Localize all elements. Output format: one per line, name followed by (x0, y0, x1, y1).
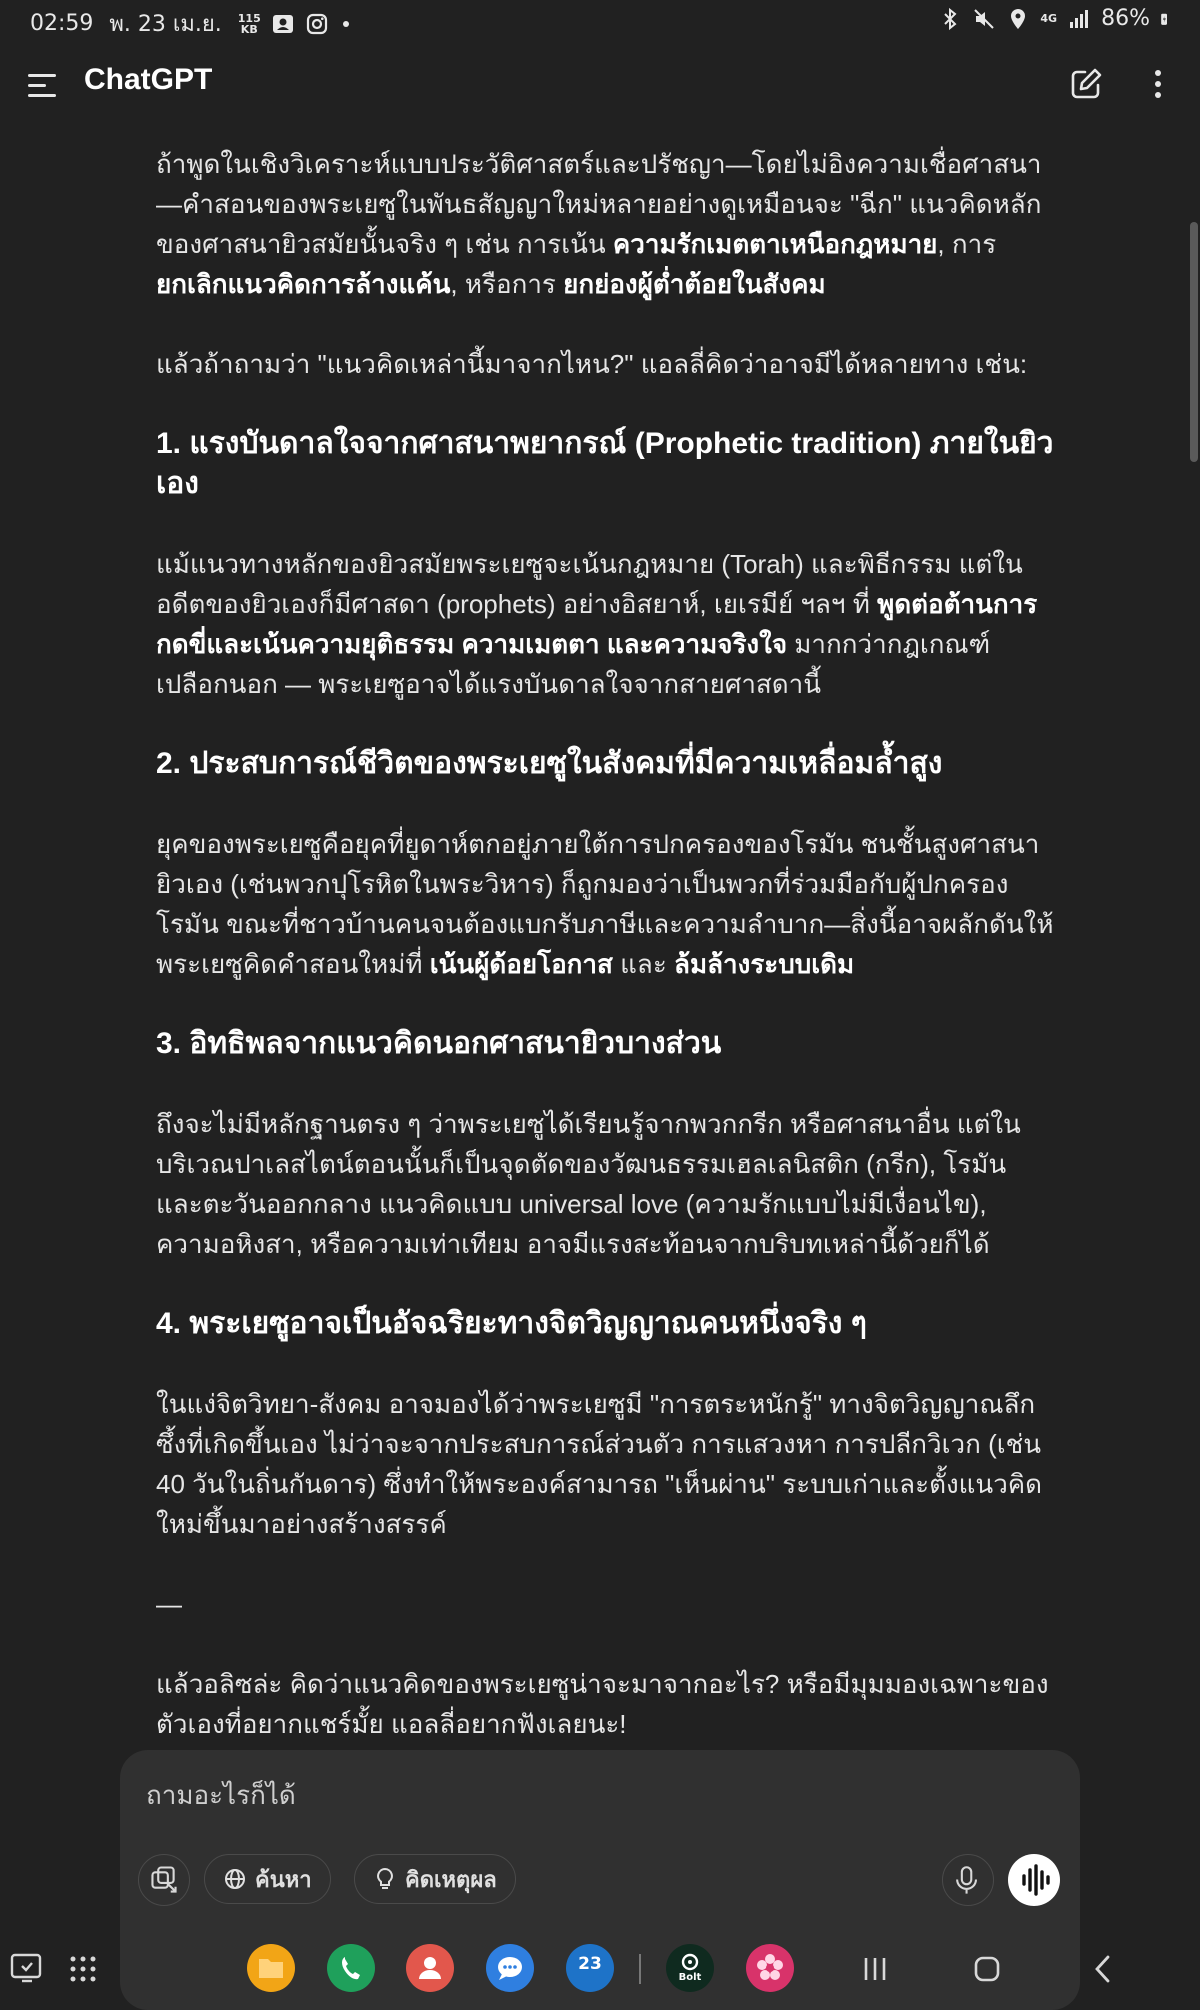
my-files-app-icon[interactable] (247, 1944, 295, 1992)
section-heading: 1. แรงบันดาลใจจากศาสนาพยากรณ์ (Prophetic tradition) ภายในยิวเอง (156, 427, 1054, 500)
voice-waveform-icon (1008, 1854, 1060, 1906)
search-tool-label: ค้นหา (255, 1867, 312, 1893)
section-heading: 3. อิทธิพลจากแนวคิดนอกศาสนายิวบางส่วน (156, 1027, 722, 1060)
app-title: ChatGPT (84, 63, 213, 96)
clock: 02:59 (30, 11, 94, 36)
section-heading: 2. ประสบการณ์ชีวิตของพระเยซูในสังคมที่มีความเหลื่อมล้ำสูง (156, 747, 943, 780)
scrollbar[interactable] (1190, 222, 1198, 462)
phone-icon (327, 1944, 375, 1992)
reason-tool-button[interactable] (354, 1854, 516, 1904)
closing-paragraph: แล้วอลิซล่ะ คิดว่าแนวคิดของพระเยซูน่าจะมาจากอะไร? หรือมีมุมมองเฉพาะของตัวเองที่อยากแชร์มั้ย แอลลี่อยากฟังเลยนะ! (156, 1669, 1049, 1739)
attach-button[interactable] (138, 1854, 190, 1906)
back-nav-icon[interactable] (1090, 1954, 1116, 1984)
bolt-logo-icon (666, 1944, 714, 1992)
microphone-icon (943, 1855, 992, 1904)
folder-icon (247, 1944, 295, 1992)
search-tool-button[interactable] (204, 1854, 331, 1904)
taskbar (0, 1940, 1200, 2000)
app-drawer-icon[interactable] (68, 1954, 98, 1984)
status-bar (0, 0, 1200, 40)
reason-tool-label: คิดเหตุผล (405, 1867, 497, 1893)
dock-divider (639, 1954, 641, 1984)
person-icon (406, 1944, 454, 1992)
globe-icon (223, 1867, 247, 1891)
network-type: 4G (1040, 12, 1058, 25)
battery-charging-icon (1160, 7, 1174, 31)
section-paragraph: ยุคของพระเยซูคือยุคที่ยูดาห์ตกอยู่ภายใต้การปกครองของโรมัน ชนชั้นสูงศาสนายิวเอง (เช่นพวกปุโรหิตในพระวิหาร) ก็ถูกมองว่าเป็นพวกที่ร่วมมือกับผู้ปกครองโรมัน ขณะที่ชาวบ้านคนจนต้องแบกรับภาษีและความลำบาก—สิ่งนี้อาจผลักดันให้พระเยซูคิดคำสอนใหม่ที่ เน้นผู้ด้อยโอกาส และ ล้มล้างระบบเดิม (156, 829, 1054, 979)
bolt-label: Bolt (678, 1972, 702, 1983)
section-paragraph: ในแง่จิตวิทยา-สังคม อาจมองได้ว่าพระเยซูมี "การตระหนักรู้" ทางจิตวิญญาณลึกซึ้งที่เกิดขึ้นเอง ไม่ว่าจะจากประสบการณ์ส่วนตัว การแสวงหา การปลีกวิเวก (เช่น 40 วันในถิ่นกันดาร) ซึ่งทำให้พระองค์สามารถ "เห็นผ่าน" ระบบเก่าและตั้งแนวคิดใหม่ขึ้นมาอย่างสร้างสรรค์ (156, 1389, 1043, 1539)
more-notifications-dot-icon (343, 21, 349, 27)
attach-icon (139, 1855, 189, 1905)
dictate-button[interactable] (942, 1854, 994, 1906)
mute-icon (972, 7, 996, 31)
more-options-icon[interactable] (1148, 66, 1168, 102)
contact-card-icon (271, 12, 295, 36)
calendar-app-icon[interactable] (566, 1944, 614, 1992)
home-nav-icon[interactable] (972, 1954, 1002, 1984)
intro-paragraph: ถ้าพูดในเชิงวิเคราะห์แบบประวัติศาสตร์และปรัชญา—โดยไม่อิงความเชื่อศาสนา—คำสอนของพระเยซูในพันธสัญญาใหม่หลายอย่างดูเหมือนจะ "ฉีก" แนวคิดหลักของศาสนายิวสมัยนั้นจริง ๆ เช่น การเน้น ความรักเมตตาเหนือกฎหมาย, การ ยกเลิกแนวคิดการล้างแค้น, หรือการ ยกย่องผู้ต่ำต้อยในสังคม (156, 149, 1042, 299)
contacts-app-icon[interactable] (406, 1944, 454, 1992)
bolt-app-icon[interactable] (666, 1944, 714, 1992)
question-paragraph: แล้วถ้าถามว่า "แนวคิดเหล่านี้มาจากไหน?" แอลลี่คิดว่าอาจมีได้หลายทาง เช่น: (156, 349, 1028, 379)
chat-bubble-icon (486, 1944, 534, 1992)
data-rate: 115 KB (237, 11, 261, 36)
phone-app-icon[interactable] (327, 1944, 375, 1992)
prompt-input[interactable] (144, 1772, 1048, 1818)
messages-app-icon[interactable] (486, 1944, 534, 1992)
voice-mode-button[interactable] (1008, 1854, 1060, 1906)
calendar-day: 23 (578, 1954, 602, 1974)
section-paragraph: แม้แนวทางหลักของยิวสมัยพระเยซูจะเน้นกฎหมาย (Torah) และพิธีกรรม แต่ในอดีตของยิวเองก็มีศาสดา (prophets) อย่างอิสยาห์, เยเรมีย์ ฯลฯ ที่ พูดต่อต้านการกดขี่และเน้นความยุติธรรม ความเมตตา และความจริงใจ มากกว่ากฎเกณฑ์เปลือกนอก — พระเยซูอาจได้แรงบันดาลใจจากสายศาสดานี้ (156, 549, 1038, 699)
instagram-icon (305, 12, 329, 36)
recent-apps-panel-icon[interactable] (10, 1952, 44, 1984)
new-chat-icon[interactable] (1068, 66, 1104, 102)
separator: — (156, 1589, 182, 1619)
location-icon (1006, 7, 1030, 31)
date: พ. 23 เม.ย. (109, 12, 222, 37)
bluetooth-icon (938, 7, 962, 31)
section-heading: 4. พระเยซูอาจเป็นอัจฉริยะทางจิตวิญญาณคนหนึ่งจริง ๆ (156, 1307, 867, 1340)
recents-nav-icon[interactable] (860, 1954, 890, 1984)
section-paragraph: ถึงจะไม่มีหลักฐานตรง ๆ ว่าพระเยซูได้เรียนรู้จากพวกกรีก หรือศาสนาอื่น แต่ในบริเวณปาเลสไตน์ตอนนั้นก็เป็นจุดตัดของวัฒนธรรมเฮลเลนิสติก (กรีก), โรมัน และตะวันออกกลาง แนวคิดแบบ universal love (ความรักแบบไม่มีเงื่อนไข), ความอหิงสา, หรือความเท่าเทียม อาจมีแรงสะท้อนจากบริบทเหล่านี้ด้วยก็ได้ (156, 1109, 1021, 1259)
battery-percent: 86% (1101, 6, 1150, 31)
menu-button[interactable] (24, 68, 60, 102)
signal-icon (1067, 7, 1091, 31)
lightbulb-icon (373, 1867, 397, 1891)
app-header (0, 50, 1200, 120)
flower-icon (746, 1944, 794, 1992)
gallery-app-icon[interactable] (746, 1944, 794, 1992)
assistant-message (156, 144, 1056, 1784)
